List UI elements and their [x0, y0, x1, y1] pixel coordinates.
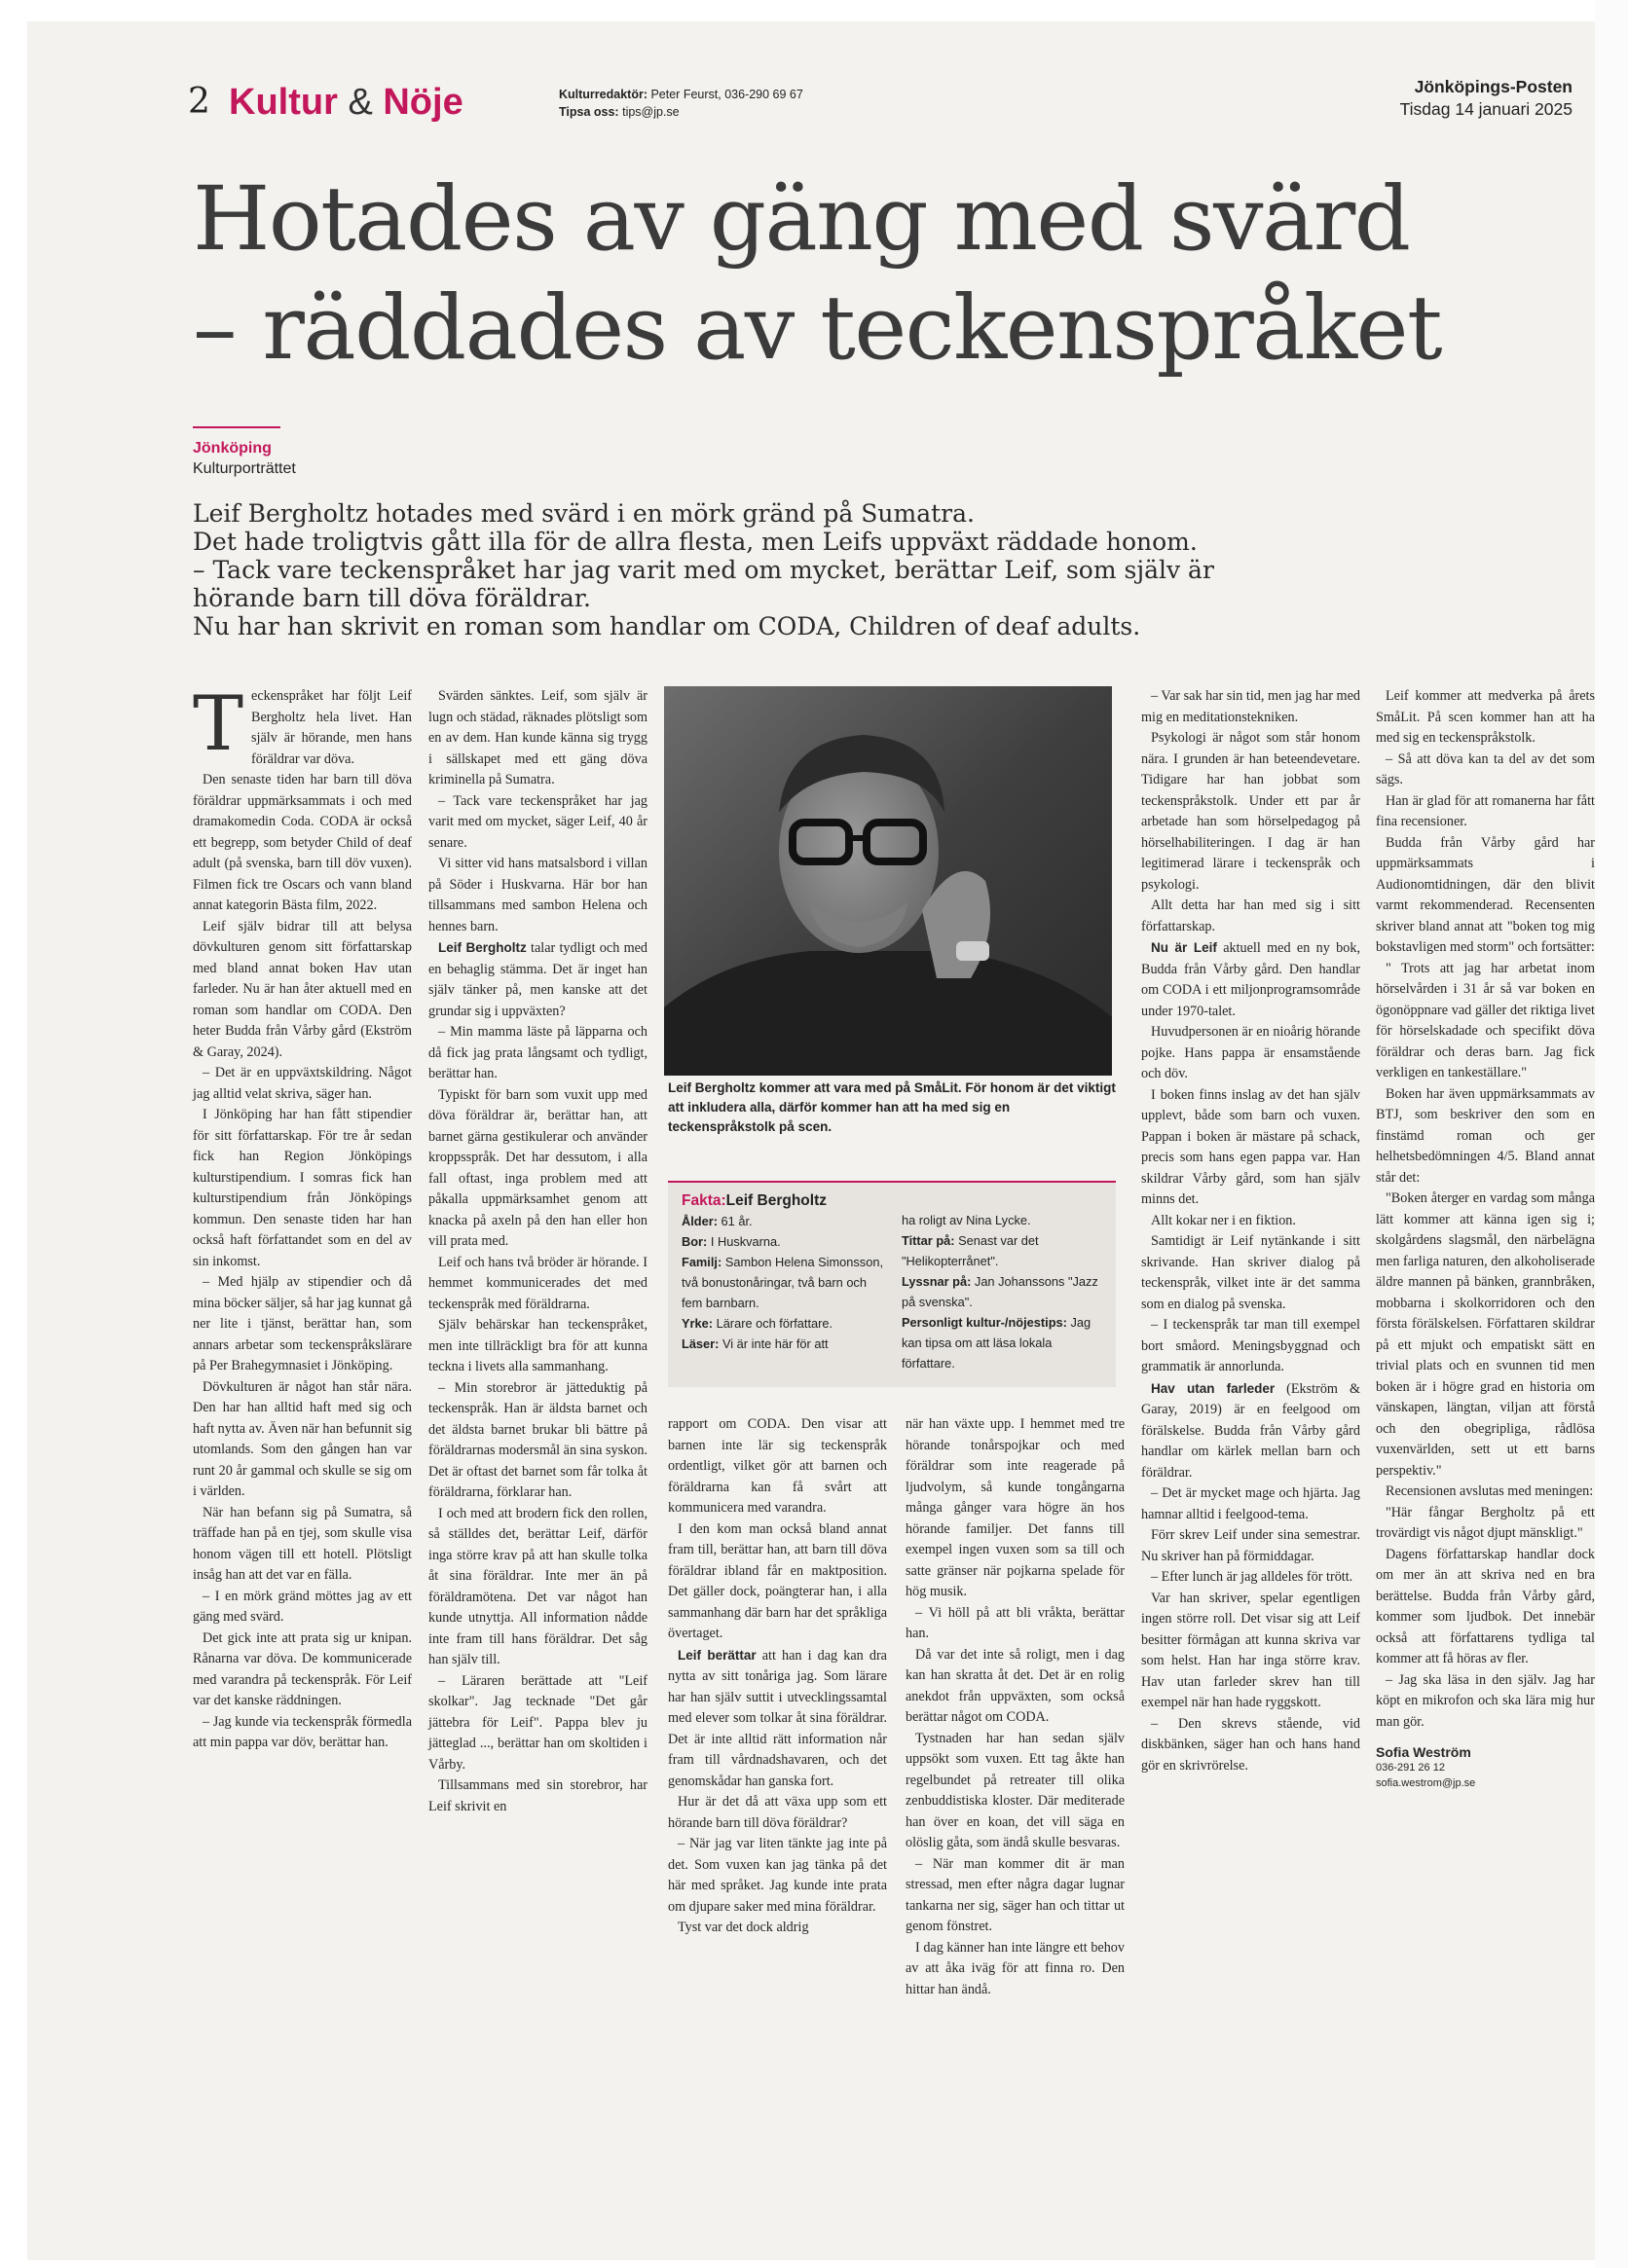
- paragraph: Psykologi är något som står honom nära. I grunden är han beteendevetare. Tidigare har han jobbat som teckenspråkstolk. Under ett par år arbetade han som hörselpedagog på hörselhabiliteringen. I dag är han legitimerad lärare i teckenspråk och psykologi.: [1141, 730, 1360, 893]
- fact-box-left: [682, 1190, 886, 1354]
- paragraph: Huvudpersonen är en nioårig hörande pojke. Hans pappa är ensamstående och döv.: [1141, 1024, 1360, 1081]
- paragraph-lead: Nu är Leif: [1151, 940, 1217, 955]
- paragraph-text: eckenspråket har följt Leif Bergholtz hela livet. Han själv är hörande, men hans föräldrar var döva.: [251, 688, 412, 767]
- fact-value: Jan Johanssons "Jazz på svenska".: [902, 1274, 1098, 1309]
- paragraph: Leif berättar att han i dag kan dra nytta av sitt tonåriga jag. Som lärare har han själv suttit i utvecklingssamtal med elever som tolkar åt sina föräldrar. Det är inte alltid rätt information når fram till vårdnadshavaren, och det genomskådar han ganska fort.: [668, 1647, 887, 1789]
- paragraph: I den kom man också bland annat fram till, berättar han, att barn till döva föräldrar ibland får en maktposition. Det gäller dock, poängterar han, i alla sammanhang där barn har det språkliga övertaget.: [668, 1520, 887, 1641]
- paragraph: "Boken återger en vardag som många lätt kommer att känna igen sig i; skolgårdens slagsmål, den närbelägna men farliga naturen, den alkoholiserade äldre mannen på bänken, grannbråken, mobbarna i skolkorridoren och den första förälskelsen. Författaren skildrar på ett mjukt och empatiskt sätt en trivial plats och en svunnen tid men boken är i högre grad en historia om vänskapen, längtan, viljan att förstå och den obegripliga, rådlösa vuxenvärlden, sett ut ett barns perspektiv.": [1376, 1190, 1595, 1479]
- paragraph: I boken finns inslag av det han själv upplevt, både som barn och vuxen. Pappan i boken är mästare på schack, precis som hans egen pappa var. Han skildrar Vårby gård, som han själv minns det.: [1141, 1086, 1360, 1207]
- paragraph: Budda från Vårby gård har uppmärksammats i Audionomtidningen, där den blivit varmt rekommenderad. Recensenten skriver bland annat att "boken tog mig bokstavligen med storm" och fortsätter:: [1376, 834, 1595, 955]
- paragraph: Hav utan farleder (Ekström & Garay, 2019) är en feelgood om förälskelse. Budda från Vårby gård handlar om kärlek mellan barn och föräldrar.: [1141, 1380, 1360, 1481]
- paragraph: – Min storebror är jätteduktig på teckenspråk. Han är äldsta barnet och det äldsta barnet brukar bli bättre på föräldrarnas modersmål än sina syskon. Det är oftast det barnet som får tolka åt föräldrarna, förklarar han.: [428, 1379, 648, 1500]
- paragraph: – Jag ska läsa in den själv. Jag har köpt en mikrofon och ska lära mig hur man gör.: [1376, 1671, 1595, 1730]
- fact-value: Jag kan tipsa om att läsa lokala författare.: [902, 1315, 1092, 1371]
- paragraph: – Vi höll på att bli vråkta, berättar han.: [906, 1604, 1125, 1641]
- paragraph: – Var sak har sin tid, men jag har med mig en meditationstekniken.: [1141, 688, 1360, 725]
- fact-value: Sambon Helena Simonsson, två bonustonåringar, två barn och fem barnbarn.: [682, 1255, 883, 1310]
- paragraph: – Det är en uppväxtskildring. Något jag alltid velat skriva, säger han.: [193, 1065, 412, 1102]
- byline-email[interactable]: sofia.westrom@jp.se: [1376, 1777, 1476, 1789]
- fact-family: [682, 1252, 886, 1313]
- paragraph-lead: Hav utan farleder: [1151, 1380, 1276, 1396]
- paragraph-list: [906, 1414, 1125, 2000]
- paragraph: Boken har även uppmärksammats av BTJ, som beskriver den som en finstämd roman och ger helhetsbedömningen 4/5. Bland annat står det:: [1376, 1085, 1595, 1186]
- paragraph-list: [193, 770, 412, 1754]
- body-column-1: [193, 680, 412, 1754]
- paragraph: Leif Bergholtz talar tydligt och med en behaglig stämma. Det är inget han själv tänker på, men kanske att det grundar sig i uppväxten?: [428, 940, 648, 1019]
- paragraph: när han växte upp. I hemmet med tre hörande tonårspojkar och med föräldrar som inte reagerade på ljudvolym, så kunde tongångarna många gånger vara högre än hos hörande familjer. Det fanns till exempel ingen vuxen som sa till och satte gränser när pojkarna spelade för hög musik.: [906, 1416, 1125, 1599]
- paragraph: Det gick inte att prata sig ur knipan. Rånarna var döva. De kommunicerade med varandra på teckenspråk. För Leif var det kanske räddningen.: [193, 1629, 412, 1708]
- section-title: [229, 82, 463, 124]
- fact-reading: [682, 1334, 886, 1354]
- fact-home: [682, 1231, 886, 1252]
- fact-value: I Huskvarna.: [710, 1234, 781, 1249]
- ingress-line: Nu har han skrivit en roman som handlar om CODA, Children of deaf adults.: [193, 612, 1141, 640]
- paragraph: – I en mörk gränd möttes jag av ett gäng med svärd.: [193, 1588, 412, 1625]
- paragraph: Han är glad för att romanerna har fått fina recensioner.: [1376, 792, 1595, 829]
- drop-cap: T: [193, 680, 244, 768]
- ingress-line: Leif Bergholtz hotades med svärd i en mörk gränd på Sumatra.: [193, 499, 975, 528]
- paragraph: Vi sitter vid hans matsalsbord i villan på Söder i Huskvarna. Här bor han tillsammans med sambon Helena och hennes barn.: [428, 856, 648, 934]
- fact-label: Ålder:: [682, 1214, 718, 1228]
- paragraph: Allt detta har han med sig i sitt författarskap.: [1141, 897, 1360, 934]
- fact-label: Personligt kultur-/nöjestips:: [902, 1315, 1067, 1330]
- ingress-line: – Tack vare teckenspråket har jag varit med om mycket, berättar Leif, som själv är: [193, 556, 1214, 584]
- paragraph: Hur är det då att växa upp som ett hörande barn till döva föräldrar?: [668, 1794, 887, 1831]
- editor-value: Peter Feurst, 036-290 69 67: [650, 88, 803, 101]
- paragraph: – Så att döva kan ta del av det som sägs.: [1376, 750, 1595, 787]
- paragraph: – Läraren berättade att "Leif skolkar". Jag tecknade "Det går jättebra för Leif". Pappa blev ju jätteglad ..., berättar han om skoltiden i Vårby.: [428, 1672, 648, 1773]
- headline: [193, 165, 1575, 384]
- paragraph: " Trots att jag har arbetat inom hörselvården i 31 år så var boken en ögonöppnare vad gäller det riktiga livet för hörselskadade och specifikt döva föräldrar och deras barn. Jag fick verkligen en tankeställare.": [1376, 960, 1595, 1080]
- fact-title-name: Leif Bergholtz: [725, 1192, 827, 1209]
- fact-title: [682, 1190, 886, 1211]
- kicker-rule: [193, 426, 280, 428]
- fact-label: Familj:: [682, 1255, 722, 1269]
- paragraph: I dag känner han inte längre ett behov av att åka iväg för att finna ro. Den hittar han ändå.: [906, 1939, 1125, 1997]
- fact-tip: [902, 1312, 1106, 1373]
- page-number: 2: [188, 82, 210, 122]
- section-ampersand: &: [348, 82, 373, 123]
- fact-value: Senast var det "Helikopterrånet".: [902, 1233, 1039, 1268]
- editor-info: [559, 86, 803, 121]
- paragraph: Var han skriver, spelar egentligen ingen större roll. Det visar sig att Leif besitter förmågan att kunna skriva var som helst. Han har inga större krav. Hav utan farleder skrev han till exempel när han hade ryggskott.: [1141, 1590, 1360, 1710]
- photo-caption: Leif Bergholtz kommer att vara med på SmåLit. För honom är det viktigt att inkludera alla, därför kommer han att ha med sig en teckenspråkstolk på scen.: [668, 1080, 1116, 1134]
- paragraph: Tillsammans med sin storebror, har Leif skrivit en: [428, 1777, 648, 1814]
- byline-phone: 036-291 26 12: [1376, 1762, 1445, 1774]
- body-column-4: [906, 1414, 1125, 2000]
- ingress-line: hörande barn till döva föräldrar.: [193, 584, 591, 612]
- paragraph: Leif kommer att medverka på årets SmåLit. På scen kommer han att ha med sig en teckenspråkstolk.: [1376, 688, 1595, 746]
- portrait-photo: [664, 686, 1112, 1076]
- paragraph: Tyst var det dock aldrig: [678, 1920, 809, 1935]
- paragraph: Själv behärskar han teckenspråket, men inte tillräckligt bra för att kunna teckna i livets alla sammanhang.: [428, 1317, 648, 1374]
- fact-box-right: [902, 1210, 1106, 1373]
- paragraph: Förr skrev Leif under sina semestrar. Nu skriver han på förmiddagar.: [1141, 1527, 1360, 1564]
- paper-name: Jönköpings-Posten: [1414, 77, 1572, 96]
- fact-value: Lärare och författare.: [716, 1316, 833, 1331]
- fact-title-prefix: Fakta:: [682, 1192, 726, 1209]
- editor-label: Kulturredaktör:: [559, 88, 648, 101]
- paragraph: I och med att brodern fick den rollen, så ställdes det, berättar Leif, därför inga större krav på att han skulle tolka åt sina föräldrar. Inte mer än på föräldramötena. Det var något han kunde utnyttja. All information nådde inte fram till hans föräldrar. Det såg han själv till.: [428, 1505, 648, 1667]
- section-noje: Nöje: [383, 82, 463, 123]
- paragraph-list: [668, 1414, 887, 1939]
- paragraph: – När man kommer dit är man stressad, men efter några dagar lugnar tankarna ner sig, säger han och tittar ut genom fönstret.: [906, 1855, 1125, 1934]
- scan-margin: [1595, 0, 1628, 2268]
- paragraph: – Efter lunch är jag alldeles för trött.: [1151, 1569, 1353, 1585]
- paragraph: – Jag kunde via teckenspråk förmedla att min pappa var döv, berättar han.: [193, 1713, 412, 1750]
- paragraph: [193, 680, 412, 770]
- kicker-label: Kulturporträttet: [193, 460, 296, 477]
- byline-name: Sofia Weström: [1376, 1744, 1471, 1760]
- tips-value: tips@jp.se: [622, 105, 680, 119]
- paragraph: rapport om CODA. Den visar att barnen inte lär sig teckenspråk ordentligt, vilket gör att barnen och föräldrarna kan få svårt att kommunicera med varandra.: [668, 1416, 887, 1516]
- paragraph: "Här fångar Bergholtz på ett trovärdigt vis något djupt mänskligt.": [1376, 1504, 1595, 1541]
- paragraph: – Tack vare teckenspråket har jag varit med om mycket, säger Leif, 40 år senare.: [428, 792, 648, 851]
- paragraph: Leif och hans två bröder är hörande. I hemmet kommunicerades det med teckenspråk med föräldrarna.: [428, 1254, 648, 1312]
- body-column-2: [428, 686, 648, 1817]
- section-kultur: Kultur: [229, 82, 338, 123]
- tips-label: Tipsa oss:: [559, 105, 619, 119]
- paragraph-lead: Leif berättar: [678, 1647, 757, 1663]
- paragraph-list: [1376, 686, 1595, 1733]
- masthead-info: [1400, 76, 1572, 121]
- body-column-5: [1141, 686, 1360, 1776]
- fact-reading-cont: ha roligt av Nina Lycke.: [902, 1213, 1031, 1227]
- paragraph-list: [1141, 686, 1360, 1776]
- paragraph: Allt kokar ner i en fiktion.: [1151, 1212, 1296, 1228]
- paragraph: Samtidigt är Leif nytänkande i sitt skrivande. Han skriver dialog på teckenspråk, vilket inte är det samma som en dialog på svenska.: [1141, 1233, 1360, 1312]
- paragraph: Dagens författarskap handlar dock om mer än att skriva ned en bra berättelse. Budda från Vårby gård, kommer som ljudbok. Det innebär också att författarens tydliga tal kommer att få höras av fler.: [1376, 1546, 1595, 1666]
- paragraph: – Den skrevs stående, vid diskbänken, säger han och hans hand gör en skrivrörelse.: [1141, 1715, 1360, 1774]
- paragraph: Tystnaden har han sedan själv uppsökt som vuxen. Ett tag åkte han regelbundet på retreater till olika zenbuddistiska kloster. Där mediterade han över en koan, det vill säga en olöslig gåta, som ändå skulle besvaras.: [906, 1730, 1125, 1850]
- issue-date: Tisdag 14 januari 2025: [1399, 99, 1572, 119]
- paragraph: – Det är mycket mage och hjärta. Jag hamnar alltid i feelgood-tema.: [1141, 1485, 1360, 1522]
- paragraph: – Med hjälp av stipendier och då mina böcker säljer, så har jag kunnat gå ner lite i tjänst, berättar han, som annars arbetar som teckenspråkslärare på Per Brahegymnasiet i Jönköping.: [193, 1274, 412, 1373]
- paragraph: Typiskt för barn som vuxit upp med döva föräldrar är, berättar han, att barnet gärna gestikulerar och använder kroppsspråk. Det har dessutom, i alla fall oftast, inga problem med att påkalla uppmärksamhet genom att knacka på axeln på den han eller hon vill prata med.: [428, 1086, 648, 1249]
- headline-line-1: Hotades av gäng med svärd: [193, 168, 1410, 271]
- fact-label: Bor:: [682, 1234, 708, 1249]
- fact-label: Yrke:: [682, 1316, 714, 1331]
- body-column-3: [668, 1414, 887, 1939]
- fact-age: [682, 1211, 886, 1231]
- ingress: [193, 499, 1225, 640]
- paragraph: – När jag var liten tänkte jag inte på det. Som vuxen kan jag tänka på det här med språket. Jag kunde inte prata om djupare saker med mina föräldrar.: [668, 1836, 887, 1915]
- fact-label: Läser:: [682, 1336, 720, 1351]
- paragraph: Nu är Leif aktuell med en ny bok, Budda från Vårby gård. Den handlar om CODA i ett miljonprogramsområde under 1970-talet.: [1141, 940, 1360, 1019]
- paragraph: – I teckenspråk tar man till exempel bort småord. Meningsbyggnad och grammatik är annorlunda.: [1141, 1317, 1360, 1374]
- paragraph: Svärden sänktes. Leif, som själv är lugn och städad, räknades plötsligt som en av dem. Han kunde känna sig trygg i sällskapet med ett gäng döva kriminella på Sumatra.: [428, 688, 648, 787]
- paragraph: Leif själv bidrar till att belysa dövkulturen genom sitt författarskap med bland annat boken Hav utan farleder. Nu är han åter aktuell med en roman som handlar om CODA. Den heter Budda från Vårby gård (Ekström & Garay, 2024).: [193, 918, 412, 1060]
- paragraph: Den senaste tiden har barn till döva föräldrar uppmärksammats i och med dramakomedin Coda. CODA är också ett begrepp, som betyder Child of deaf adult (på svenska, barn till döv vuxen). Filmen fick tre Oscars och vann bland annat kategorin Bästa film, 2022.: [193, 772, 412, 913]
- body-column-6: [1376, 686, 1595, 1791]
- page-header: [188, 77, 1572, 130]
- fact-label: Tittar på:: [902, 1233, 955, 1248]
- headline-line-2: – räddades av teckenspråket: [193, 277, 1442, 380]
- location-label: Jönköping: [193, 440, 272, 457]
- paragraph: I Jönköping har han fått stipendier för sitt författarskap. För tre år sedan fick han Region Jönköpings kulturstipendium. I somras fick han kulturstipendium från Jönköpings kommun. Den senaste tiden har han också haft författandet som en del av sin inkomst.: [193, 1107, 412, 1269]
- paragraph: Då var det inte så roligt, men i dag kan han skratta åt det. Det är en rolig anekdot från uppväxten, som också berättar något om CODA.: [906, 1646, 1125, 1725]
- paragraph: Dövkulturen är något han står nära. Den har han alltid haft med sig och haft nytta av. Även när han befunnit sig utomlands. Som den gången han var runt 20 år gammal och skulle se sig om i världen.: [193, 1378, 412, 1499]
- fact-job: [682, 1313, 886, 1334]
- fact-label: Lyssnar på:: [902, 1274, 972, 1289]
- fact-box: [668, 1181, 1116, 1387]
- fact-value: Vi är inte här för att: [722, 1336, 829, 1351]
- fact-value: 61 år.: [721, 1214, 753, 1228]
- paragraph-lead: Leif Bergholtz: [438, 940, 527, 955]
- fact-watching: [902, 1230, 1106, 1271]
- paragraph-list: [428, 686, 648, 1817]
- ingress-line: Det hade troligtvis gått illa för de allra flesta, men Leifs uppväxt räddade honom.: [193, 528, 1198, 556]
- paragraph: När han befann sig på Sumatra, så träffade han på en tjej, som skulle visa honom vägen till ett hotell. Plötsligt insåg han att det var en fälla.: [193, 1504, 412, 1583]
- fact-listening: [902, 1271, 1106, 1312]
- paragraph: Recensionen avslutas med meningen:: [1386, 1483, 1594, 1499]
- paragraph: – Min mamma läste på läpparna och då fick jag prata långsamt och tydligt, berättar han.: [428, 1024, 648, 1081]
